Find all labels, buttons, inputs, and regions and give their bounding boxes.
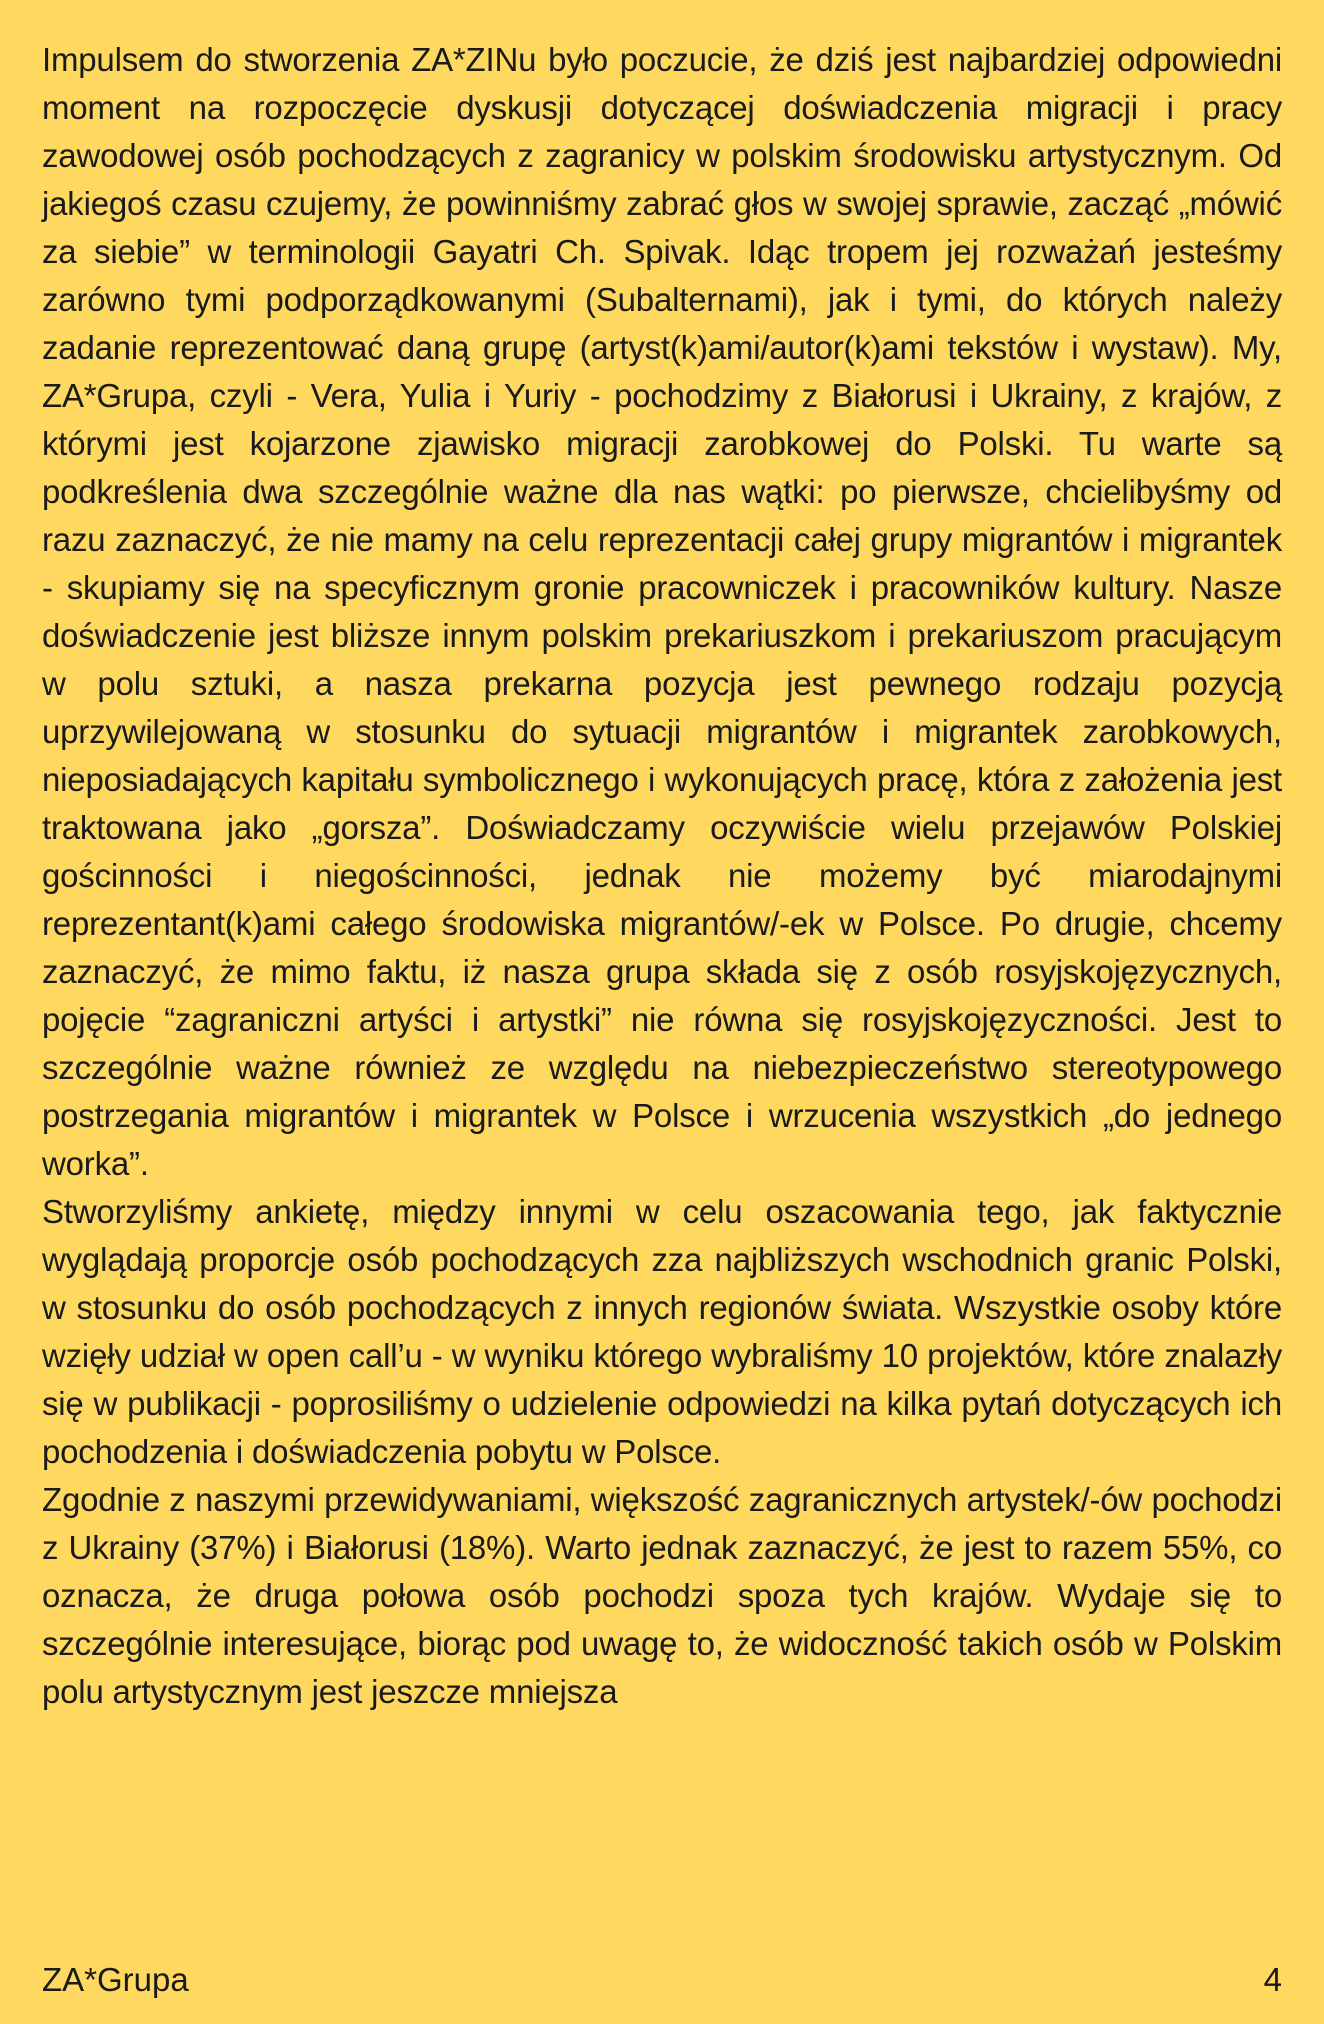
body-text bbox=[42, 36, 1282, 1716]
footer-author: ZA*Grupa bbox=[42, 1961, 189, 1998]
page-footer bbox=[42, 1960, 1282, 2000]
paragraph-intro: Impulsem do stworzenia ZA*ZINu było poczucie, że dziś jest najbardziej odpowiedni moment na rozpoczęcie dyskusji dotyczącej doświadczenia migracji i pracy zawodowej osób pochodzących z zagranicy w polskim środowisku artystycznym. Od jakiegoś czasu czujemy, że powinniśmy zabrać głos w swojej sprawie, zacząć „mówić za siebie” w terminologii Gayatri Ch. Spivak. Idąc tropem jej rozważań jesteśmy zarówno tymi podporządkowanymi (Subalternami), jak i tymi, do których należy zadanie reprezentować daną grupę (artyst(k)ami/autor(k)ami tekstów i wystaw). My, ZA*Grupa, czyli - Vera, Yulia i Yuriy - pochodzimy z Białorusi i Ukrainy, z krajów, z którymi jest kojarzone zjawisko migracji zarobkowej do Polski. Tu warte są podkreślenia dwa szczególnie ważne dla nas wątki: po pierwsze, chcielibyśmy od razu zaznaczyć, że nie mamy na celu reprezentacji całej grupy migrantów i migrantek - skupiamy się na specyficznym gronie pracowniczek i pracowników kultury. Nasze doświadczenie jest bliższe innym polskim prekariuszkom i prekariuszom pracującym w polu sztuki, a nasza prekarna pozycja jest pewnego rodzaju pozycją uprzywilejowaną w stosunku do sytuacji migrantów i migrantek zarobkowych, nieposiadających kapitału symbolicznego i wykonujących pracę, która z założenia jest traktowana jako „gorsza”. Doświadczamy oczywiście wielu przejawów Polskiej gościnności i niegościnności, jednak nie możemy być miarodajnymi reprezentant(k)ami całego środowiska migrantów/-ek w Polsce. Po drugie, chcemy zaznaczyć, że mimo faktu, iż nasza grupa składa się z osób rosyjskojęzycznych, pojęcie “zagraniczni artyści i artystki” nie równa się rosyjskojęzyczności. Jest to szczególnie ważne również ze względu na niebezpieczeństwo stereotypowego postrzegania migrantów i migrantek w Polsce i wrzucenia wszystkich „do jednego worka”. bbox=[42, 41, 1282, 1182]
paragraph-survey: Stworzyliśmy ankietę, między innymi w celu oszacowania tego, jak faktycznie wyglądają proporcje osób pochodzących zza najbliższych wschodnich granic Polski, w stosunku do osób pochodzących z innych regionów świata. Wszystkie osoby które wzięły udział w open call’u - w wyniku którego wybraliśmy 10 projektów, które znalazły się w publikacji - poprosiliśmy o udzielenie odpowiedzi na kilka pytań dotyczących ich pochodzenia i doświadczenia pobytu w Polsce. bbox=[42, 1193, 1282, 1470]
document-page bbox=[42, 36, 1282, 1998]
paragraph-results: Zgodnie z naszymi przewidywaniami, większość zagranicznych artystek/-ów pochodzi z Ukrainy (37%) i Białorusi (18%). Warto jednak zaznaczyć, że jest to razem 55%, co oznacza, że druga połowa osób pochodzi spoza tych krajów. Wydaje się to szczególnie interesujące, biorąc pod uwagę to, że widoczność takich osób w Polskim polu artystycznym jest jeszcze mniejsza bbox=[42, 1481, 1282, 1710]
page-number: 4 bbox=[1263, 1961, 1282, 1998]
